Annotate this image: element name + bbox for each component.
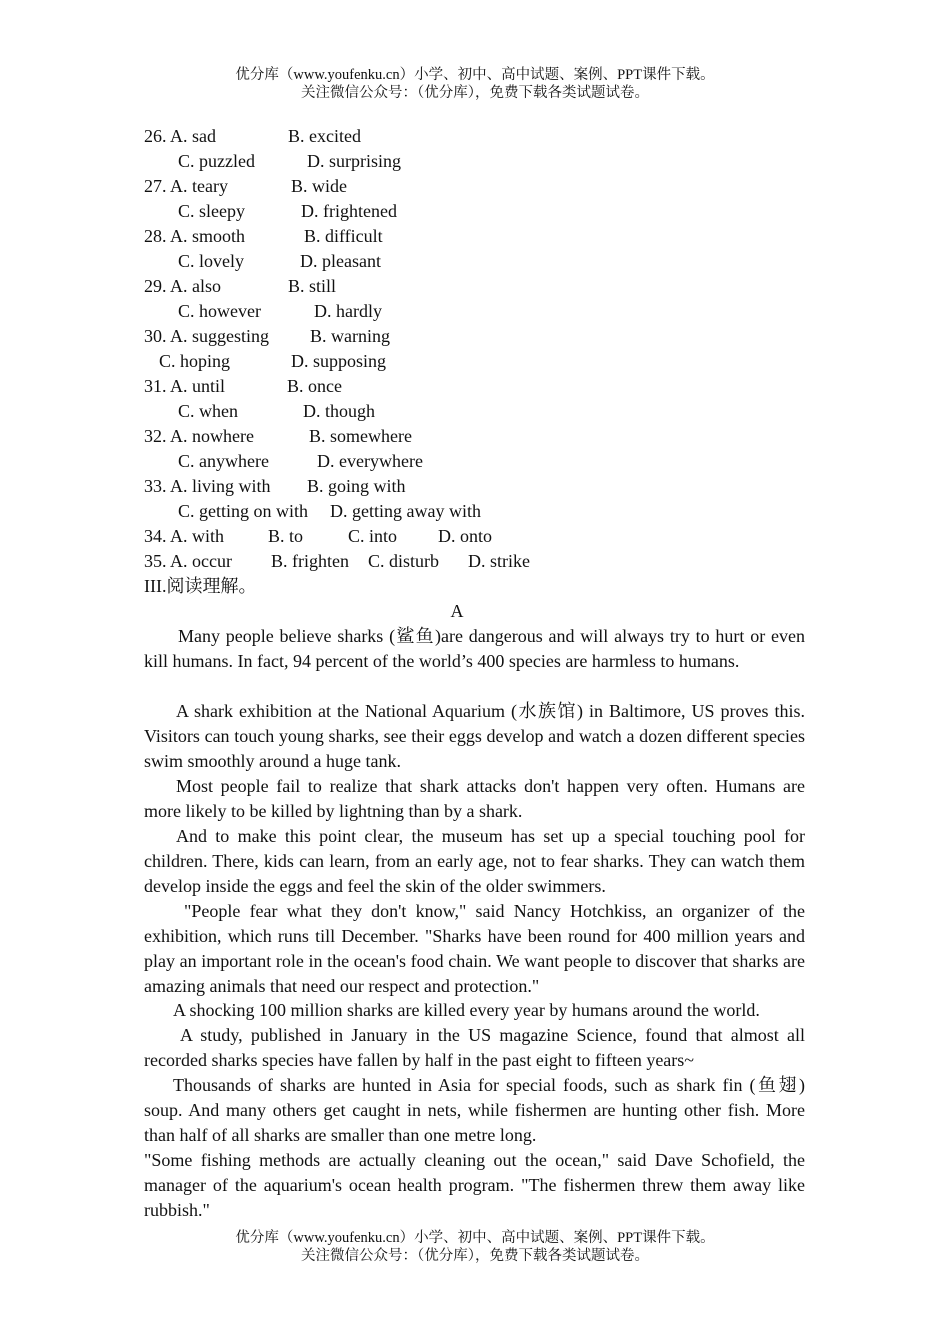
option-b: B. wide	[291, 176, 347, 196]
paragraph-5: "People fear what they don't know," said Nancy Hotchkiss, an organizer of the exhibition, which runs till December. "Sharks have been round for 400 million years and play an important role in the ocean's food chain. We want people to discover that sharks are amazing animals that need our respect and protection."	[144, 901, 805, 996]
question-number: 26.	[144, 126, 167, 146]
option-b: B. once	[287, 376, 342, 396]
question-29-row1	[144, 274, 337, 299]
paragraph-2: A shark exhibition at the National Aquarium (水族馆) in Baltimore, US proves this. Visitors can touch young sharks, see their eggs develop and watch a dozen different species swim smoothly around a huge tank.	[144, 701, 805, 771]
passage-label: A	[450, 601, 464, 621]
footer-line-1: 优分库（www.youfenku.cn）小学、初中、高中试题、案例、PPT课件下载。	[235, 1230, 715, 1246]
question-29-row2	[178, 299, 382, 324]
option-a: A. nowhere	[170, 426, 254, 446]
option-d: D. getting away with	[330, 501, 481, 521]
option-c: C. when	[178, 401, 238, 421]
option-b: B. going with	[307, 476, 406, 496]
question-33-row2	[178, 499, 481, 524]
question-26-row1	[144, 124, 361, 149]
question-number: 31.	[144, 376, 167, 396]
option-b: B. still	[288, 276, 337, 296]
option-d: D. everywhere	[317, 451, 423, 471]
question-28-row1	[144, 224, 383, 249]
option-a: A. with	[170, 526, 225, 546]
option-b: B. warning	[310, 326, 390, 346]
option-b: B. somewhere	[309, 426, 412, 446]
header-line-2: 关注微信公众号：（优分库），免费下载各类试题试卷。	[301, 85, 649, 101]
question-32-row1	[144, 424, 412, 449]
page-footer	[0, 1229, 950, 1265]
paragraph-8: Thousands of sharks are hunted in Asia for special foods, such as shark fin (鱼翅) soup. And many others get caught in nets, while fishermen are hunting other fish. More than half of all sharks are smaller than one metre long.	[144, 1075, 805, 1145]
paragraph-4: And to make this point clear, the museum has set up a special touching pool for children. There, kids can learn, from an early age, not to fear sharks. They can watch them develop inside the eggs and feel the skin of the older swimmers.	[144, 826, 805, 896]
option-a: A. smooth	[170, 226, 246, 246]
header-line-1: 优分库（www.youfenku.cn）小学、初中、高中试题、案例、PPT课件下载。	[235, 67, 715, 83]
paragraph-3: Most people fail to realize that shark attacks don't happen very often. Humans are more likely to be killed by lightning than by a shark.	[144, 776, 805, 821]
option-a: A. sad	[170, 126, 217, 146]
option-c: C. puzzled	[178, 151, 255, 171]
question-number: 35.	[144, 551, 167, 571]
option-c: C. anywhere	[178, 451, 269, 471]
question-35-row	[144, 549, 530, 574]
question-33-row1	[144, 474, 406, 499]
question-number: 28.	[144, 226, 167, 246]
paragraph-9: "Some fishing methods are actually cleaning out the ocean," said Dave Schofield, the manager of the aquarium's ocean health program. "The fishermen threw them away like rubbish."	[144, 1150, 805, 1220]
paragraph-1: Many people believe sharks (鲨鱼)are dangerous and will always try to hurt or even kill humans. In fact, 94 percent of the world’s 400 species are harmless to humans.	[144, 626, 805, 671]
option-b: B. difficult	[304, 226, 383, 246]
question-30-row2	[159, 349, 387, 374]
question-31-row2	[178, 399, 375, 424]
option-b: B. to	[268, 526, 304, 546]
option-c: C. sleepy	[178, 201, 245, 221]
option-d: D. surprising	[307, 151, 401, 171]
option-b: B. frighten	[271, 551, 349, 571]
paragraph-6: A shocking 100 million sharks are killed every year by humans around the world.	[173, 1000, 760, 1020]
question-34-row	[144, 524, 492, 549]
paragraph-7: A study, published in January in the US magazine Science, found that almost all recorded sharks species have fallen by half in the past eight to fifteen years~	[144, 1025, 805, 1070]
option-d: D. pleasant	[300, 251, 381, 271]
question-number: 30.	[144, 326, 167, 346]
question-28-row2	[178, 249, 381, 274]
option-c: C. hoping	[159, 351, 231, 371]
option-c: C. lovely	[178, 251, 244, 271]
section-title: III.阅读理解。	[144, 576, 257, 596]
option-d: D. though	[303, 401, 375, 421]
option-a: A. also	[170, 276, 222, 296]
question-30-row1	[144, 324, 390, 349]
option-c: C. getting on with	[178, 501, 308, 521]
option-a: A. suggesting	[170, 326, 270, 346]
question-32-row2	[178, 449, 423, 474]
question-number: 33.	[144, 476, 167, 496]
question-31-row1	[144, 374, 342, 399]
option-d: D. hardly	[314, 301, 382, 321]
question-26-row2	[178, 149, 401, 174]
option-d: D. strike	[468, 551, 530, 571]
option-c: C. however	[178, 301, 261, 321]
page-header	[0, 66, 950, 102]
option-d: D. frightened	[301, 201, 397, 221]
option-a: A. until	[170, 376, 226, 396]
question-number: 29.	[144, 276, 167, 296]
option-a: A. living with	[170, 476, 271, 496]
question-number: 34.	[144, 526, 167, 546]
question-number: 27.	[144, 176, 167, 196]
question-27-row1	[144, 174, 347, 199]
option-c: C. into	[348, 526, 398, 546]
option-a: A. teary	[170, 176, 228, 196]
option-b: B. excited	[288, 126, 361, 146]
footer-line-2: 关注微信公众号：（优分库），免费下载各类试题试卷。	[301, 1248, 649, 1264]
option-d: D. onto	[438, 526, 492, 546]
option-d: D. supposing	[291, 351, 387, 371]
option-c: C. disturb	[368, 551, 440, 571]
question-number: 32.	[144, 426, 167, 446]
question-27-row2	[178, 199, 397, 224]
option-a: A. occur	[170, 551, 232, 571]
